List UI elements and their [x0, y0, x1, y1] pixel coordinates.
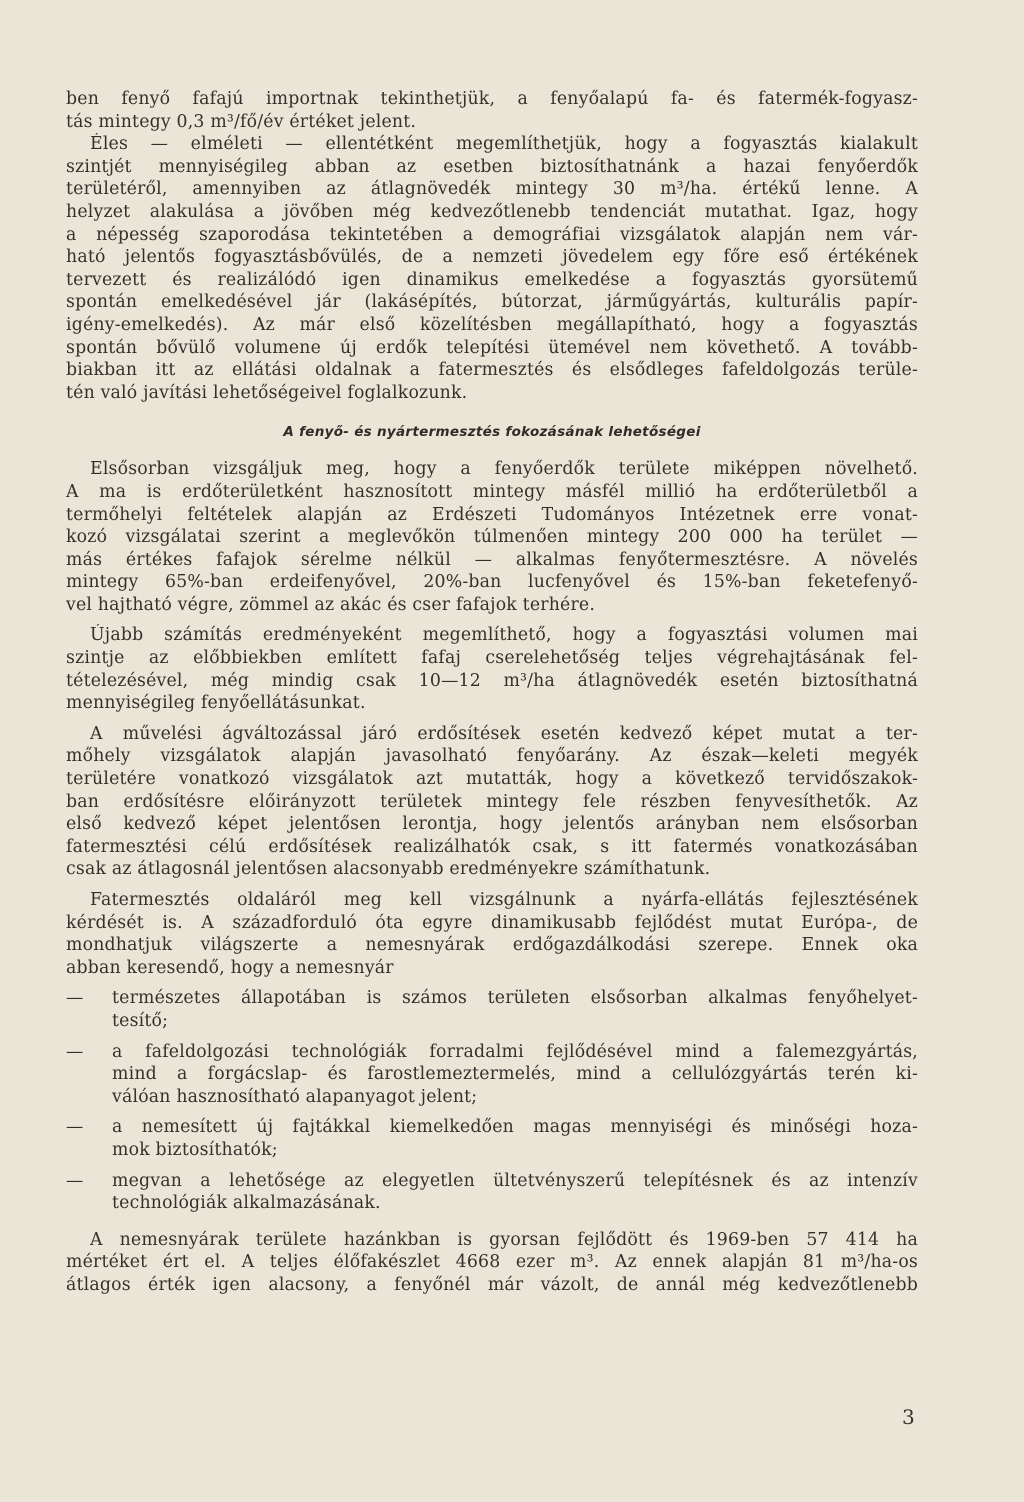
text-line: tételezésével, még mindig csak 10—12 m³/ha átlagnövedék esetén biztosíthatná	[66, 670, 918, 691]
text-line: Fatermesztés oldaláról meg kell vizsgálnunk a nyárfa-ellátás fejlesztésének	[90, 890, 918, 910]
text-line: átlagos érték igen alacsony, a fenyőnél már vázolt, de annál még kedvezőtlenebb	[66, 1274, 918, 1295]
page-number: 3	[902, 1405, 915, 1429]
text-line: megvan a lehetősége az elegyetlen ültetvényszerű telepítésnek és az intenzív	[112, 1170, 918, 1191]
text-line: válóan hasznosítható alapanyagot jelent;	[112, 1086, 478, 1107]
list-item	[66, 1116, 918, 1161]
text-line: helyzet alakulása a jövőben még kedvezőtlenebb tendenciát mutathat. Igaz, hogy	[66, 201, 918, 222]
paragraph	[66, 133, 918, 404]
section-heading: A fenyő- és nyártermesztés fokozásának lehetőségei	[283, 424, 701, 441]
text-line: A ma is erdőterületként hasznosított mintegy másfél millió ha erdőterületből a	[66, 481, 918, 502]
text-line: ben fenyő fafajú importnak tekinthetjük, a fenyőalapú fa- és fatermék-fogyasz-	[66, 89, 918, 109]
list-item-text	[112, 1041, 918, 1109]
list-item-text	[112, 1170, 918, 1215]
list-item	[66, 1041, 918, 1109]
text-line: mintegy 65%-ban erdeifenyővel, 20%-ban lucfenyővel és 15%-ban feketefenyő-	[66, 572, 918, 593]
text-line: Elsősorban vizsgáljuk meg, hogy a fenyőerdők területe miképpen növelhető.	[90, 459, 918, 480]
text-line: mennyiségileg fenyőellátásunkat.	[66, 693, 366, 714]
text-line: Újabb számítás eredményeként megemlíthető, hogy a fogyasztási volumen mai	[90, 625, 918, 646]
text-line: igény-emelkedés). Az már első közelítésben megállapítható, hogy a fogyasztás	[66, 314, 918, 335]
text-line: a népesség szaporodása tekintetében a demográfiai vizsgálatok alapján nem vár-	[66, 224, 918, 245]
text-line: biakban itt az ellátási oldalnak a fatermesztés és elsődleges fafeldolgozás terüle-	[66, 360, 918, 381]
text-line: első kedvező képet jelentősen lerontja, hogy jelentős arányban nem elsősorban	[66, 814, 918, 835]
text-line: mok biztosíthatók;	[112, 1139, 278, 1160]
text-line: szintjét mennyiségileg abban az esetben biztosíthatnánk a hazai fenyőerdők	[66, 156, 918, 177]
text-line: csak az átlagosnál jelentősen alacsonyabb eredményekre számíthatunk.	[66, 859, 711, 880]
list-item	[66, 987, 918, 1032]
paragraph	[66, 458, 918, 616]
text-line: más értékes fafajok sérelme nélkül — alkalmas fenyőtermesztésre. A növelés	[66, 549, 918, 570]
list-item-text	[112, 1116, 918, 1161]
text-line: területére vonatkozó vizsgálatok azt mutatták, hogy a következő tervidőszakok-	[66, 769, 918, 790]
text-line: abban keresendő, hogy a nemesnyár	[66, 957, 394, 978]
text-line: vel hajtható végre, zömmel az akác és cser fafajok terhére.	[66, 594, 596, 615]
text-line: mondhatjuk világszerte a nemesnyárak erdőgazdálkodási szerepe. Ennek oka	[66, 935, 918, 956]
text-line: kozó vizsgálatai szerint a meglevőkön túlmenően mintegy 200 000 ha terület —	[66, 527, 918, 548]
paragraph	[66, 624, 918, 714]
paragraph	[66, 889, 918, 979]
text-line: spontán bővülő volumene új erdők telepítési ütemével nem követhető. A tovább-	[66, 337, 918, 358]
list-dash: —	[66, 1170, 84, 1191]
list-dash: —	[66, 1117, 84, 1138]
text-line: kérdését is. A századforduló óta egyre dinamikusabb fejlődést mutat Európa-, de	[66, 912, 918, 933]
text-line: mértéket ért el. A teljes élőfakészlet 4668 ezer m³. Az ennek alapján 81 m³/ha-os	[66, 1252, 918, 1273]
text-line: szintje az előbbiekben említett fafaj cserelehetőség teljes végrehajtásának fel-	[66, 648, 918, 669]
text-line: a nemesített új fajtákkal kiemelkedően magas mennyiségi és minőségi hoza-	[112, 1117, 918, 1138]
text-line: ható jelentős fogyasztásbővülés, de a nemzeti jövedelem egy főre eső értékének	[66, 247, 918, 268]
list-dash: —	[66, 988, 84, 1009]
paragraph	[66, 723, 918, 881]
text-line: A művelési ágváltozással járó erdősítések esetén kedvező képet mutat a ter-	[90, 723, 918, 744]
body-text	[66, 88, 918, 1297]
text-line: technológiák alkalmazásának.	[112, 1193, 381, 1214]
text-line: tesítő;	[112, 1010, 169, 1031]
text-line: tén való javítási lehetőségeivel foglalkozunk.	[66, 382, 468, 403]
list-item-text	[112, 987, 918, 1032]
paragraph	[66, 88, 918, 133]
text-line: természetes állapotában is számos területen elsősorban alkalmas fenyőhelyet-	[112, 988, 918, 1009]
text-line: mőhely vizsgálatok alapján javasolható fenyőarány. Az észak—keleti megyék	[66, 746, 918, 767]
list-dash: —	[66, 1041, 84, 1062]
text-line: Éles — elméleti — ellentétként megemlíthetjük, hogy a fogyasztás kialakult	[90, 134, 918, 155]
text-line: mind a forgácslap- és farostlemeztermelés, mind a cellulózgyártás terén ki-	[112, 1064, 918, 1085]
text-line: tervezett és realizálódó igen dinamikus emelkedése a fogyasztás gyorsütemű	[66, 269, 918, 290]
text-line: termőhelyi feltételek alapján az Erdészeti Tudományos Intézetnek erre vonat-	[66, 504, 918, 525]
list-item	[66, 1170, 918, 1215]
text-line: tás mintegy 0,3 m³/fő/év értéket jelent.	[66, 111, 417, 132]
text-line: fatermesztési célú erdősítések realizálhatók csak, s itt fatermés vonatkozásában	[66, 836, 918, 857]
text-line: területéről, amennyiben az átlagnövedék mintegy 30 m³/ha. értékű lenne. A	[66, 179, 918, 200]
text-line: a fafeldolgozási technológiák forradalmi fejlődésével mind a falemezgyártás,	[112, 1041, 918, 1062]
text-line: ban erdősítésre előirányzott területek mintegy fele részben fenyvesíthetők. Az	[66, 791, 918, 812]
text-line: spontán emelkedésével jár (lakásépítés, bútorzat, járműgyártás, kulturális papír-	[66, 292, 918, 313]
text-line: A nemesnyárak területe hazánkban is gyorsan fejlődött és 1969-ben 57 414 ha	[90, 1229, 918, 1250]
paragraph	[66, 1229, 918, 1297]
